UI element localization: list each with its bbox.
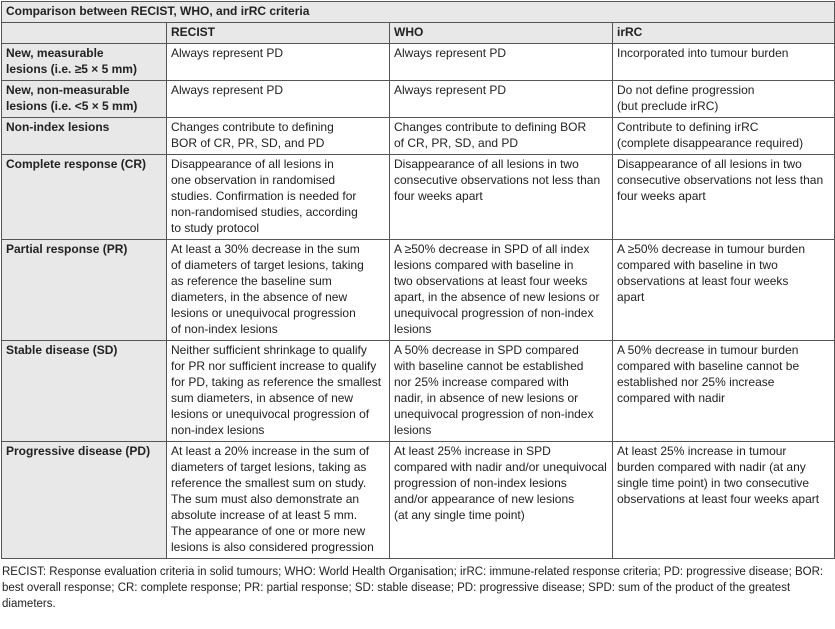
table-title-row (2, 2, 835, 23)
row-label: Partial response (PR) (2, 240, 167, 341)
table-row (2, 341, 835, 442)
irrc-cell: Do not define progression (but preclude irRC) (613, 81, 835, 118)
column-header-row (2, 23, 835, 44)
table-row (2, 240, 835, 341)
column-header-irrc: irRC (613, 23, 835, 44)
column-header-who: WHO (390, 23, 613, 44)
column-header-empty (2, 23, 167, 44)
recist-cell: Disappearance of all lesions in one observation in randomised studies. Confirmation is needed for non-randomised studies, according to study protocol (167, 155, 390, 240)
table-row (2, 155, 835, 240)
who-cell: Always represent PD (390, 44, 613, 81)
table-row (2, 44, 835, 81)
document (0, 1, 835, 612)
recist-cell: Always represent PD (167, 81, 390, 118)
row-label: Stable disease (SD) (2, 341, 167, 442)
who-cell: Disappearance of all lesions in two consecutive observations not less than four weeks apart (390, 155, 613, 240)
who-cell: A 50% decrease in SPD compared with baseline cannot be established nor 25% increase compared with nadir, in absence of new lesions or unequivocal progression of non-index lesions (390, 341, 613, 442)
irrc-cell: Disappearance of all lesions in two consecutive observations not less than four weeks apart (613, 155, 835, 240)
recist-cell: Changes contribute to defining BOR of CR, PR, SD, and PD (167, 118, 390, 155)
irrc-cell: Contribute to defining irRC (complete disappearance required) (613, 118, 835, 155)
table-row (2, 118, 835, 155)
irrc-cell: Incorporated into tumour burden (613, 44, 835, 81)
irrc-cell: At least 25% increase in tumour burden compared with nadir (at any single time point) in two consecutive observations at least four weeks apart (613, 442, 835, 559)
table-row (2, 81, 835, 118)
recist-cell: Neither sufficient shrinkage to qualify for PR nor sufficient increase to qualify for PD, taking as reference the smallest sum diameters, in absence of new lesions or unequivocal progression of non-index lesions (167, 341, 390, 442)
table-row (2, 442, 835, 559)
who-cell: At least 25% increase in SPD compared with nadir and/or unequivocal progression of non-index lesions and/or appearance of new lesions (at any single time point) (390, 442, 613, 559)
irrc-cell: A ≥50% decrease in tumour burden compared with baseline in two observations at least four weeks apart (613, 240, 835, 341)
criteria-comparison-table (1, 1, 835, 559)
column-header-recist: RECIST (167, 23, 390, 44)
irrc-cell: A 50% decrease in tumour burden compared with baseline cannot be established nor 25% increase compared with nadir (613, 341, 835, 442)
row-label: Non-index lesions (2, 118, 167, 155)
table-footnote: RECIST: Response evaluation criteria in solid tumours; WHO: World Health Organisation; irRC: immune-related response criteria; PD: progressive disease; BOR: best overall response; CR: complete response; PR: partial response; SD: stable disease; PD: progressive disease; SPD: sum of the product of the greatest diameters. (2, 566, 824, 610)
row-label: New, measurable lesions (i.e. ≥5 × 5 mm) (2, 44, 167, 81)
recist-cell: Always represent PD (167, 44, 390, 81)
who-cell: A ≥50% decrease in SPD of all index lesions compared with baseline in two observations at least four weeks apart, in the absence of new lesions or unequivocal progression of non-index lesions (390, 240, 613, 341)
recist-cell: At least a 20% increase in the sum of diameters of target lesions, taking as reference the smallest sum on study. The sum must also demonstrate an absolute increase of at least 5 mm. The appearance of one or more new lesions is also considered progression (167, 442, 390, 559)
recist-cell: At least a 30% decrease in the sum of diameters of target lesions, taking as reference the baseline sum diameters, in the absence of new lesions or unequivocal progression of non-index lesions (167, 240, 390, 341)
who-cell: Changes contribute to defining BOR of CR, PR, SD, and PD (390, 118, 613, 155)
who-cell: Always represent PD (390, 81, 613, 118)
row-label: Progressive disease (PD) (2, 442, 167, 559)
table-title: Comparison between RECIST, WHO, and irRC criteria (2, 2, 835, 23)
row-label: New, non-measurable lesions (i.e. <5 × 5 mm) (2, 81, 167, 118)
row-label: Complete response (CR) (2, 155, 167, 240)
